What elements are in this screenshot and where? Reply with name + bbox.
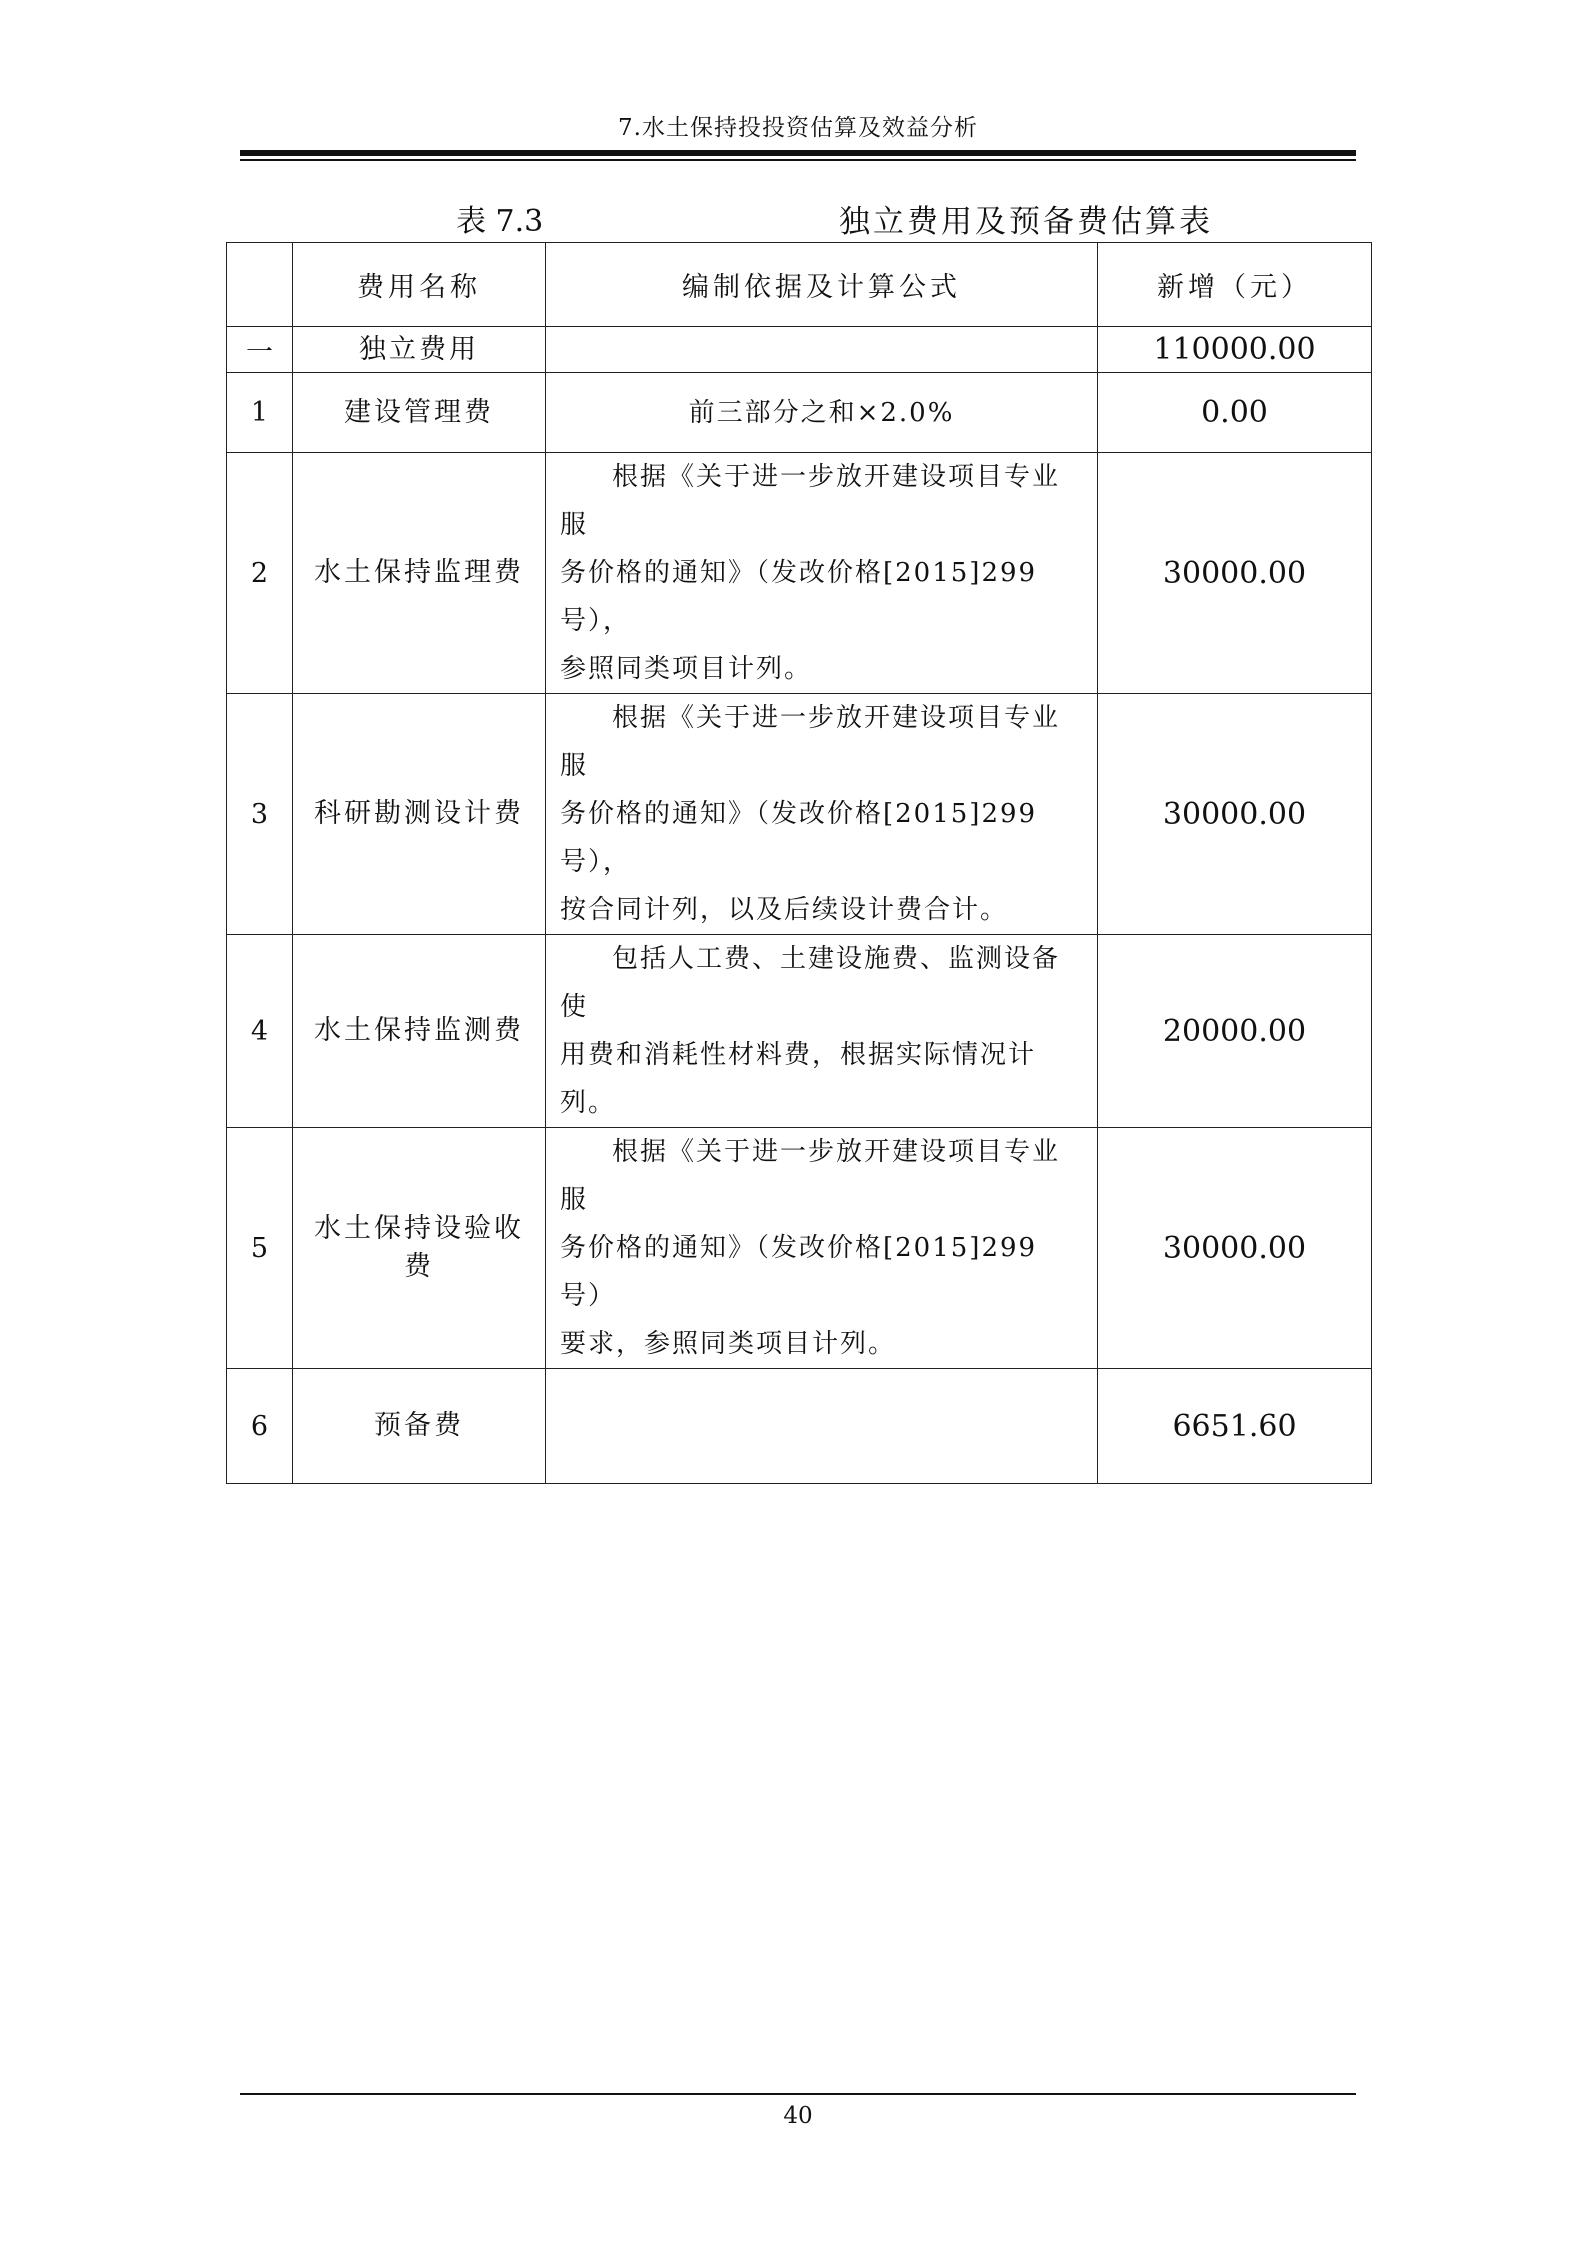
- basis-line: 务价格的通知》（发改价格[2015]299 号），: [560, 558, 1038, 636]
- header-amount-cell: 新增（元）: [1098, 243, 1372, 327]
- row-basis: [546, 327, 1098, 373]
- row-basis: [546, 935, 1098, 1128]
- basis-line: 按合同计列，以及后续设计费合计。: [560, 895, 1009, 925]
- row-name: 建设管理费: [293, 373, 546, 453]
- row-amount: 6651.60: [1098, 1369, 1372, 1484]
- table-row: [227, 935, 1372, 1128]
- row-amount: 30000.00: [1098, 453, 1372, 694]
- row-basis: [546, 1369, 1098, 1484]
- basis-line: 务价格的通知》（发改价格[2015]299 号）: [560, 1233, 1038, 1311]
- row-amount: 30000.00: [1098, 694, 1372, 935]
- header-num-cell: [227, 243, 293, 327]
- row-num: 3: [227, 694, 293, 935]
- header-basis-cell: 编制依据及计算公式: [546, 243, 1098, 327]
- running-header: 7.水土保持投投资估算及效益分析: [618, 115, 978, 141]
- row-name: 独立费用: [293, 327, 546, 373]
- row-basis: [546, 694, 1098, 935]
- basis-line: 用费和消耗性材料费，根据实际情况计列。: [560, 1040, 1037, 1118]
- cost-table: [226, 242, 1372, 1484]
- table-row: [227, 1128, 1372, 1369]
- basis-line: 要求，参照同类项目计列。: [560, 1329, 897, 1359]
- table-row: [227, 453, 1372, 694]
- footer-rule: [240, 2093, 1356, 2095]
- row-name: 科研勘测设计费: [293, 694, 546, 935]
- row-num: 4: [227, 935, 293, 1128]
- row-name: 水土保持设验收费: [293, 1128, 546, 1369]
- row-num: 一: [227, 327, 293, 373]
- header-rule-thin: [240, 159, 1356, 161]
- row-name: 水土保持监测费: [293, 935, 546, 1128]
- table-caption: [226, 202, 1371, 242]
- row-amount: 20000.00: [1098, 935, 1372, 1128]
- row-name: 水土保持监理费: [293, 453, 546, 694]
- row-num: 1: [227, 373, 293, 453]
- row-amount: 110000.00: [1098, 327, 1372, 373]
- row-amount: 0.00: [1098, 373, 1372, 453]
- row-num: 2: [227, 453, 293, 694]
- table-title: 独立费用及预备费估算表: [839, 204, 1213, 240]
- page-number: 40: [783, 2103, 813, 2129]
- row-basis: [546, 453, 1098, 694]
- header-rule-thick: [240, 150, 1356, 156]
- table-number: 表 7.3: [456, 204, 544, 239]
- basis-line: 根据《关于进一步放开建设项目专业服: [560, 462, 1061, 540]
- basis-line: 根据《关于进一步放开建设项目专业服: [560, 1137, 1061, 1215]
- table-row: [227, 327, 1372, 373]
- row-num: 5: [227, 1128, 293, 1369]
- basis-line: 包括人工费、土建设施费、监测设备使: [560, 944, 1061, 1022]
- basis-line: 务价格的通知》（发改价格[2015]299 号），: [560, 799, 1038, 877]
- basis-line: 参照同类项目计列。: [560, 654, 813, 684]
- header-name-cell: 费用名称: [293, 243, 546, 327]
- table-row: [227, 373, 1372, 453]
- row-basis: [546, 1128, 1098, 1369]
- table-row: [227, 694, 1372, 935]
- row-name: 预备费: [293, 1369, 546, 1484]
- row-amount: 30000.00: [1098, 1128, 1372, 1369]
- basis-line: 根据《关于进一步放开建设项目专业服: [560, 703, 1061, 781]
- table-row: [227, 1369, 1372, 1484]
- row-basis: 前三部分之和×2.0%: [546, 373, 1098, 453]
- row-num: 6: [227, 1369, 293, 1484]
- table-header-row: [227, 243, 1372, 327]
